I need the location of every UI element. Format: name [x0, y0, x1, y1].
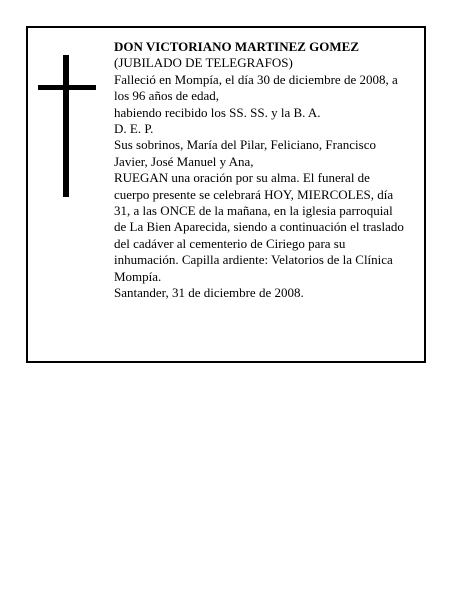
request-line-3: 31, a las ONCE de la mañana, en la iglesia parroquial — [114, 203, 393, 219]
deceased-name: DON VICTORIANO MARTINEZ GOMEZ — [114, 39, 360, 54]
relatives-line-2: Javier, José Manuel y Ana, — [114, 153, 254, 169]
request-line-1: RUEGAN una oración por su alma. El funeral de — [114, 170, 370, 186]
place-date-line: Santander, 31 de diciembre de 2008. — [114, 285, 304, 301]
cross-horizontal-bar — [38, 85, 96, 90]
obituary-text — [114, 39, 424, 302]
rip-line: D. E. P. — [114, 121, 154, 137]
request-line-7: Mompía. — [114, 268, 162, 284]
death-line-2: los 96 años de edad, — [114, 88, 220, 104]
request-line-2: cuerpo presente se celebrará HOY, MIERCOLES, día — [114, 186, 394, 202]
death-line-1: Falleció en Mompía, el día 30 de diciembre de 2008, a — [114, 71, 398, 87]
request-line-4: de La Bien Aparecida, siendo a continuación el traslado — [114, 219, 404, 235]
request-line-6: inhumación. Capilla ardiente: Velatorios de la Clínica — [114, 252, 393, 268]
request-line-5: del cadáver al cementerio de Ciriego para su — [114, 235, 346, 251]
cross-vertical-bar — [63, 55, 69, 197]
sacraments-line: habiendo recibido los SS. SS. y la B. A. — [114, 104, 321, 120]
latin-cross-icon — [38, 55, 96, 197]
deceased-occupation: (JUBILADO DE TELEGRAFOS) — [114, 55, 293, 71]
relatives-line-1: Sus sobrinos, María del Pilar, Feliciano, Francisco — [114, 137, 376, 153]
